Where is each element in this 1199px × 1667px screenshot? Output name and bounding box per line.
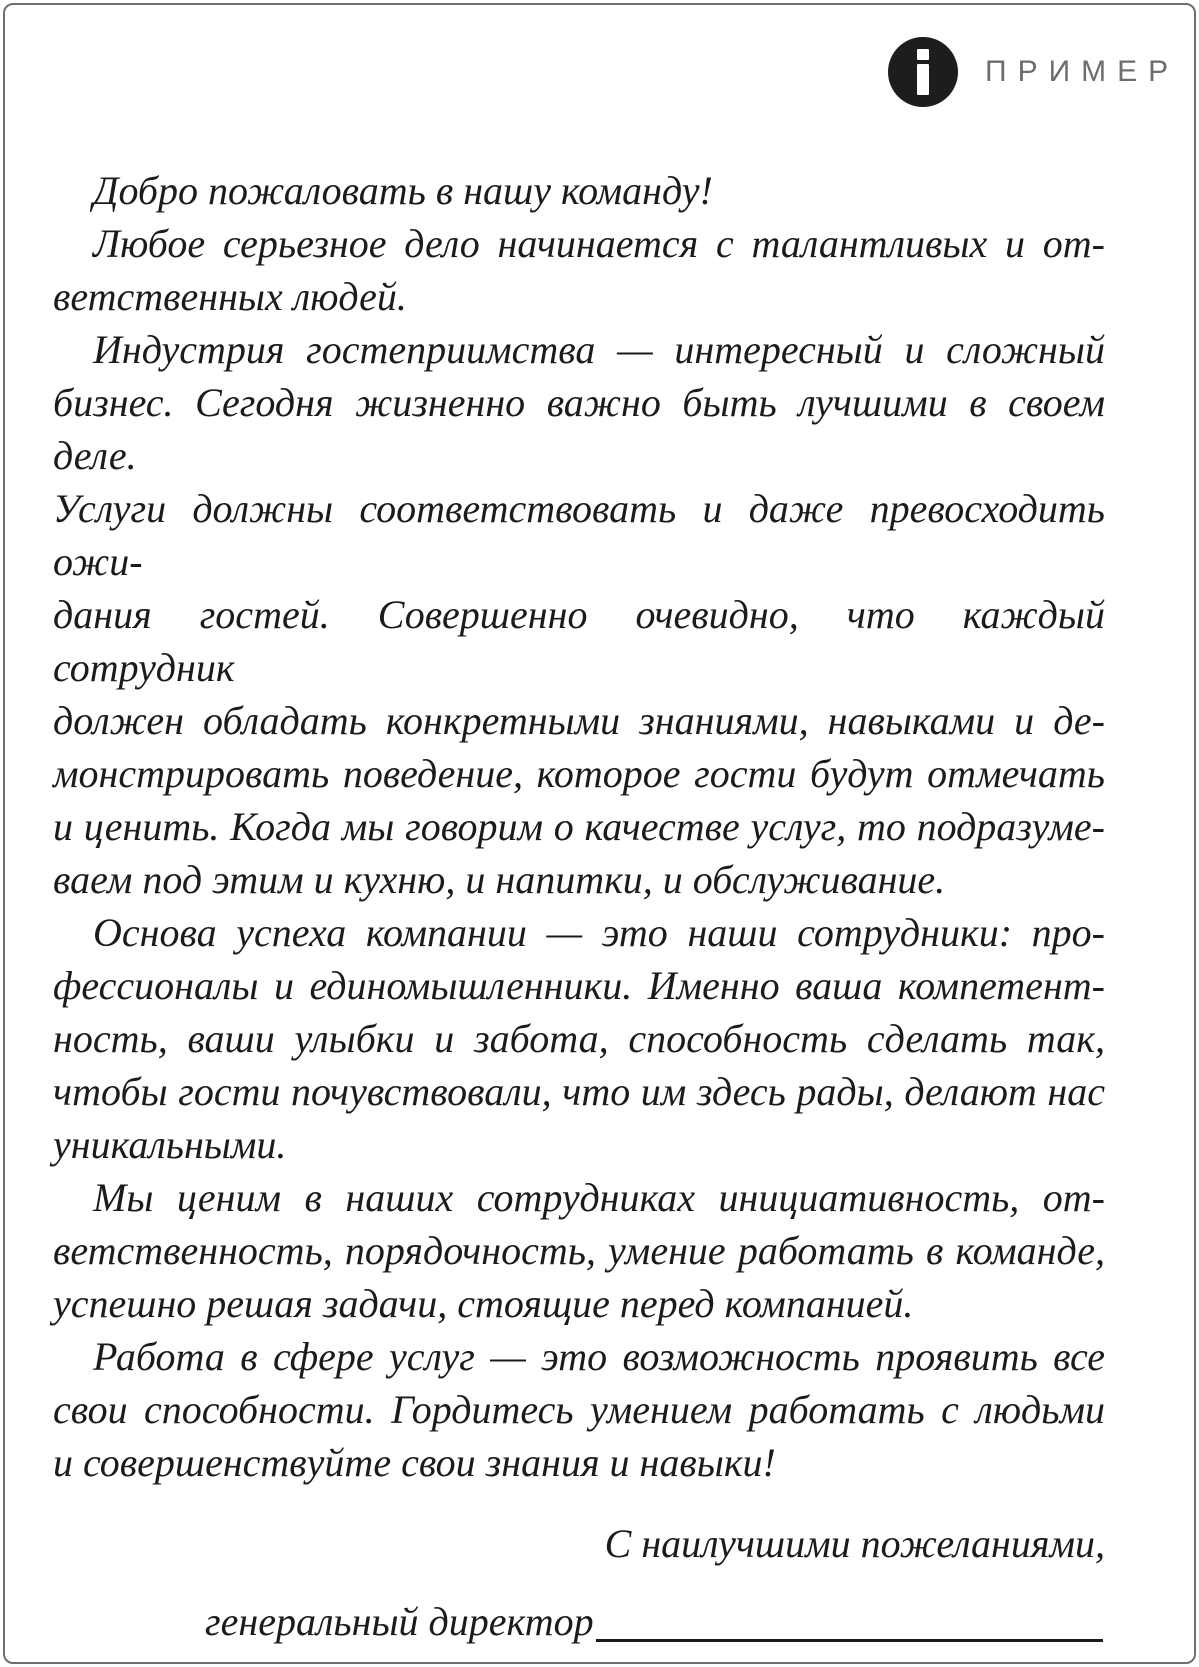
info-icon-stem xyxy=(917,64,929,95)
paragraph xyxy=(53,323,1105,906)
paragraph xyxy=(53,164,1105,217)
paragraph xyxy=(53,1171,1105,1330)
text-line: должен обладать конкретными знаниями, навыками и де- xyxy=(53,698,1105,743)
text-line: Работа в сфере услуг — это возможность проявить все xyxy=(93,1334,1105,1379)
text-line: ваем под этим и кухню, и напитки, и обслуживание. xyxy=(53,857,946,902)
text-line: фессионалы и единомышленники. Именно ваша компетент- xyxy=(53,963,1105,1008)
signature-blank-line xyxy=(596,1639,1103,1642)
info-icon-dot xyxy=(917,49,929,60)
text-line: чтобы гости почувствовали, что им здесь рады, делают нас xyxy=(53,1069,1105,1114)
text-line: ветственных людей. xyxy=(53,274,407,319)
text-line: Индустрия гостеприимства — интересный и сложный xyxy=(93,327,1105,372)
paragraph xyxy=(53,1330,1105,1489)
signature-role-label: генеральный директор xyxy=(205,1599,594,1644)
letter-content xyxy=(53,164,1105,1648)
signature-row xyxy=(53,1595,1105,1648)
paragraph xyxy=(53,217,1105,323)
example-badge-label: ПРИМЕР xyxy=(985,55,1180,88)
text-line: дания гостей. Совершенно очевидно, что каждый сотрудник xyxy=(53,592,1105,690)
text-line: и ценить. Когда мы говорим о качестве услуг, то подразуме- xyxy=(53,804,1105,849)
example-badge xyxy=(888,37,1179,107)
text-line: и совершенствуйте свои знания и навыки! xyxy=(53,1440,776,1485)
text-line: монстрировать поведение, которое гости будут отмечать xyxy=(53,751,1105,796)
text-line: уникальными. xyxy=(53,1122,287,1167)
text-line: ность, ваши улыбки и забота, способность сделать так, xyxy=(53,1016,1105,1061)
paragraph xyxy=(53,906,1105,1171)
text-line: Любое серьезное дело начинается с талантливых и от- xyxy=(93,221,1105,266)
text-line: Мы ценим в наших сотрудниках инициативность, от- xyxy=(93,1175,1105,1220)
text-line: Услуги должны соответствовать и даже превосходить ожи- xyxy=(53,486,1105,584)
text-line: Добро пожаловать в нашу команду! xyxy=(93,168,713,213)
text-line: свои способности. Гордитесь умением работать с людьми xyxy=(53,1387,1105,1432)
info-icon xyxy=(888,37,958,107)
text-line: бизнес. Сегодня жизненно важно быть лучшими в своем деле. xyxy=(53,380,1105,478)
letter-body xyxy=(53,164,1105,1489)
text-line: успешно решая задачи, стоящие перед компанией. xyxy=(53,1281,914,1326)
text-line: ветственность, порядочность, умение работать в команде, xyxy=(53,1228,1105,1273)
text-line: Основа успеха компании — это наши сотрудники: про- xyxy=(93,910,1105,955)
signature-closing: С наилучшими пожеланиями, xyxy=(604,1521,1105,1566)
